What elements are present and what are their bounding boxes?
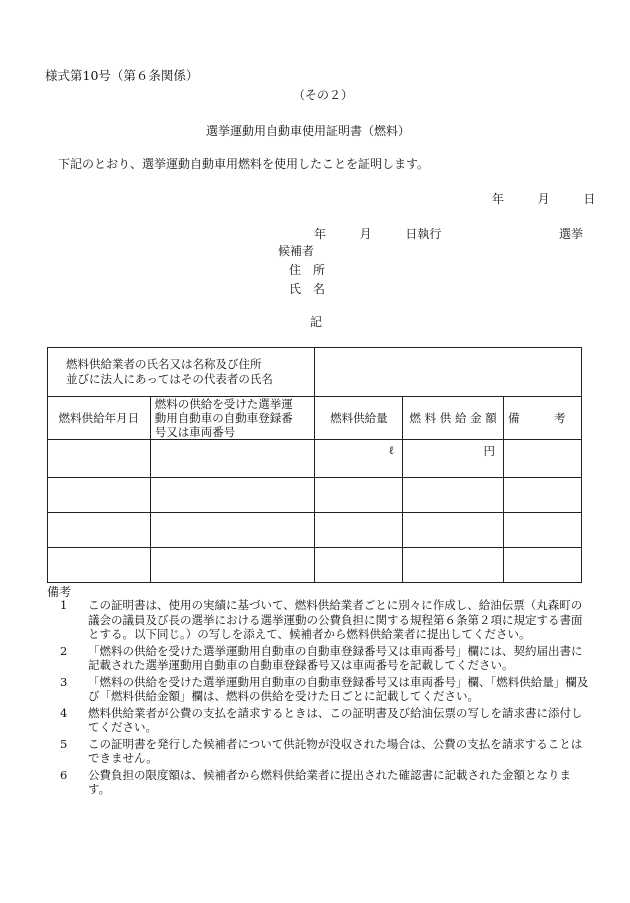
date-year-label: 年 [492, 192, 505, 206]
header-remarks: 備 考 [504, 397, 582, 440]
form-number: 様式第10号（第６条関係） [45, 68, 199, 83]
note-text: 「燃料の供給を受けた選挙運動用自動車の自動車登録番号又は車両番号」欄、「燃料供給量」欄及び「燃料供給金額」欄は、燃料の供給を受けた日ごとに記載してください。 [88, 674, 589, 703]
header-vehicle-line2: 動用自動車の自動車登録番 [154, 411, 293, 425]
date-month-label: 月 [537, 192, 550, 206]
table-row [48, 440, 582, 478]
unit-yen: 円 [483, 444, 496, 458]
note-number: 4 [60, 705, 68, 720]
cell-vehicle[interactable] [150, 440, 315, 478]
election-day-label: 日執行 [405, 227, 442, 241]
supplier-label-cell [48, 348, 315, 397]
supplier-label-line1: 燃料供給業者の氏名又は名称及び住所 [66, 357, 262, 371]
supplier-label-line2: 並びに法人にあってはその代表者の氏名 [66, 372, 273, 386]
header-price: 燃 料 供 給 金 額 [403, 397, 504, 440]
candidate-label: 候補者 [278, 244, 315, 258]
header-date: 燃料供給年月日 [48, 397, 151, 440]
table-row [48, 548, 582, 583]
header-vehicle [150, 397, 315, 440]
note-text: 「燃料の供給を受けた選挙運動用自動車の自動車登録番号又は車両番号」欄には、契約届出書に記載された選挙運動用自動車の自動車登録番号又は車両番号を記載してください。 [88, 643, 583, 672]
note-text: この証明書を発行した候補者について供託物が没収された場合は、公費の支払を請求することはできません。 [88, 736, 583, 765]
address-label: 住 所 [289, 263, 326, 277]
note-number: 5 [60, 736, 68, 751]
notes-list [60, 598, 590, 799]
cell-vehicle[interactable] [150, 548, 315, 583]
cell-remarks[interactable] [504, 478, 582, 513]
cell-date[interactable] [48, 513, 151, 548]
cell-remarks[interactable] [504, 548, 582, 583]
election-month-label: 月 [359, 227, 372, 241]
unit-liter: ℓ [388, 443, 395, 457]
fuel-supply-table [47, 347, 582, 583]
cell-price[interactable] [403, 478, 504, 513]
cell-price[interactable] [403, 513, 504, 548]
note-item [60, 598, 590, 642]
header-row [48, 397, 582, 440]
cell-vehicle[interactable] [150, 478, 315, 513]
ki-label: 記 [310, 315, 323, 329]
cell-amount[interactable] [315, 440, 403, 478]
date-day-label: 日 [583, 192, 596, 206]
supplier-value-cell[interactable] [315, 348, 582, 397]
note-number: 1 [60, 598, 68, 612]
table-row [48, 478, 582, 513]
cell-price[interactable] [403, 440, 504, 478]
note-item [60, 768, 590, 797]
cell-amount[interactable] [315, 478, 403, 513]
note-item [60, 644, 590, 673]
cell-amount[interactable] [315, 548, 403, 583]
note-number: 2 [60, 643, 68, 658]
notes-title: 備考 [47, 585, 72, 599]
note-item [60, 737, 590, 766]
cell-amount[interactable] [315, 513, 403, 548]
cell-date[interactable] [48, 440, 151, 478]
cell-date[interactable] [48, 478, 151, 513]
note-number: 6 [60, 767, 68, 782]
cell-remarks[interactable] [504, 513, 582, 548]
name-label: 氏 名 [289, 282, 326, 296]
note-text: この証明書は、使用の実績に基づいて、燃料供給業者ごとに別々に作成し、給油伝票（丸森町の議会の議員及び長の選挙における選挙運動の公費負担に関する規程第６条第２項に規定する書面とする。以下同じ。）の写しを添えて、候補者から燃料供給業者に提出してください。 [88, 598, 583, 641]
election-date [314, 225, 441, 242]
supplier-row [48, 348, 582, 397]
header-vehicle-line3: 号又は車両番号 [154, 425, 236, 439]
note-text: 燃料供給業者が公費の支払を請求するときは、この証明書及び給油伝票の写しを請求書に添付してください。 [88, 705, 583, 734]
election-suffix: 選挙 [559, 227, 584, 241]
note-text: 公費負担の限度額は、候補者から燃料供給業者に提出された確認書に記載された金額となります。 [88, 767, 571, 796]
cell-date[interactable] [48, 548, 151, 583]
table-row [48, 513, 582, 548]
certification-date [492, 190, 595, 207]
header-vehicle-line1: 燃料の供給を受けた選挙運 [154, 397, 293, 411]
note-number: 3 [60, 674, 68, 689]
election-year-label: 年 [314, 227, 327, 241]
note-item [60, 706, 590, 735]
cell-remarks[interactable] [504, 440, 582, 478]
cell-price[interactable] [403, 548, 504, 583]
cell-vehicle[interactable] [150, 513, 315, 548]
sub-number: （その２） [293, 88, 354, 102]
intro-text: 下記のとおり、選挙運動自動車用燃料を使用したことを証明します。 [58, 157, 430, 171]
note-item [60, 675, 590, 704]
document-title: 選挙運動用自動車使用証明書（燃料） [206, 124, 411, 138]
header-amount: 燃料供給量 [315, 397, 403, 440]
